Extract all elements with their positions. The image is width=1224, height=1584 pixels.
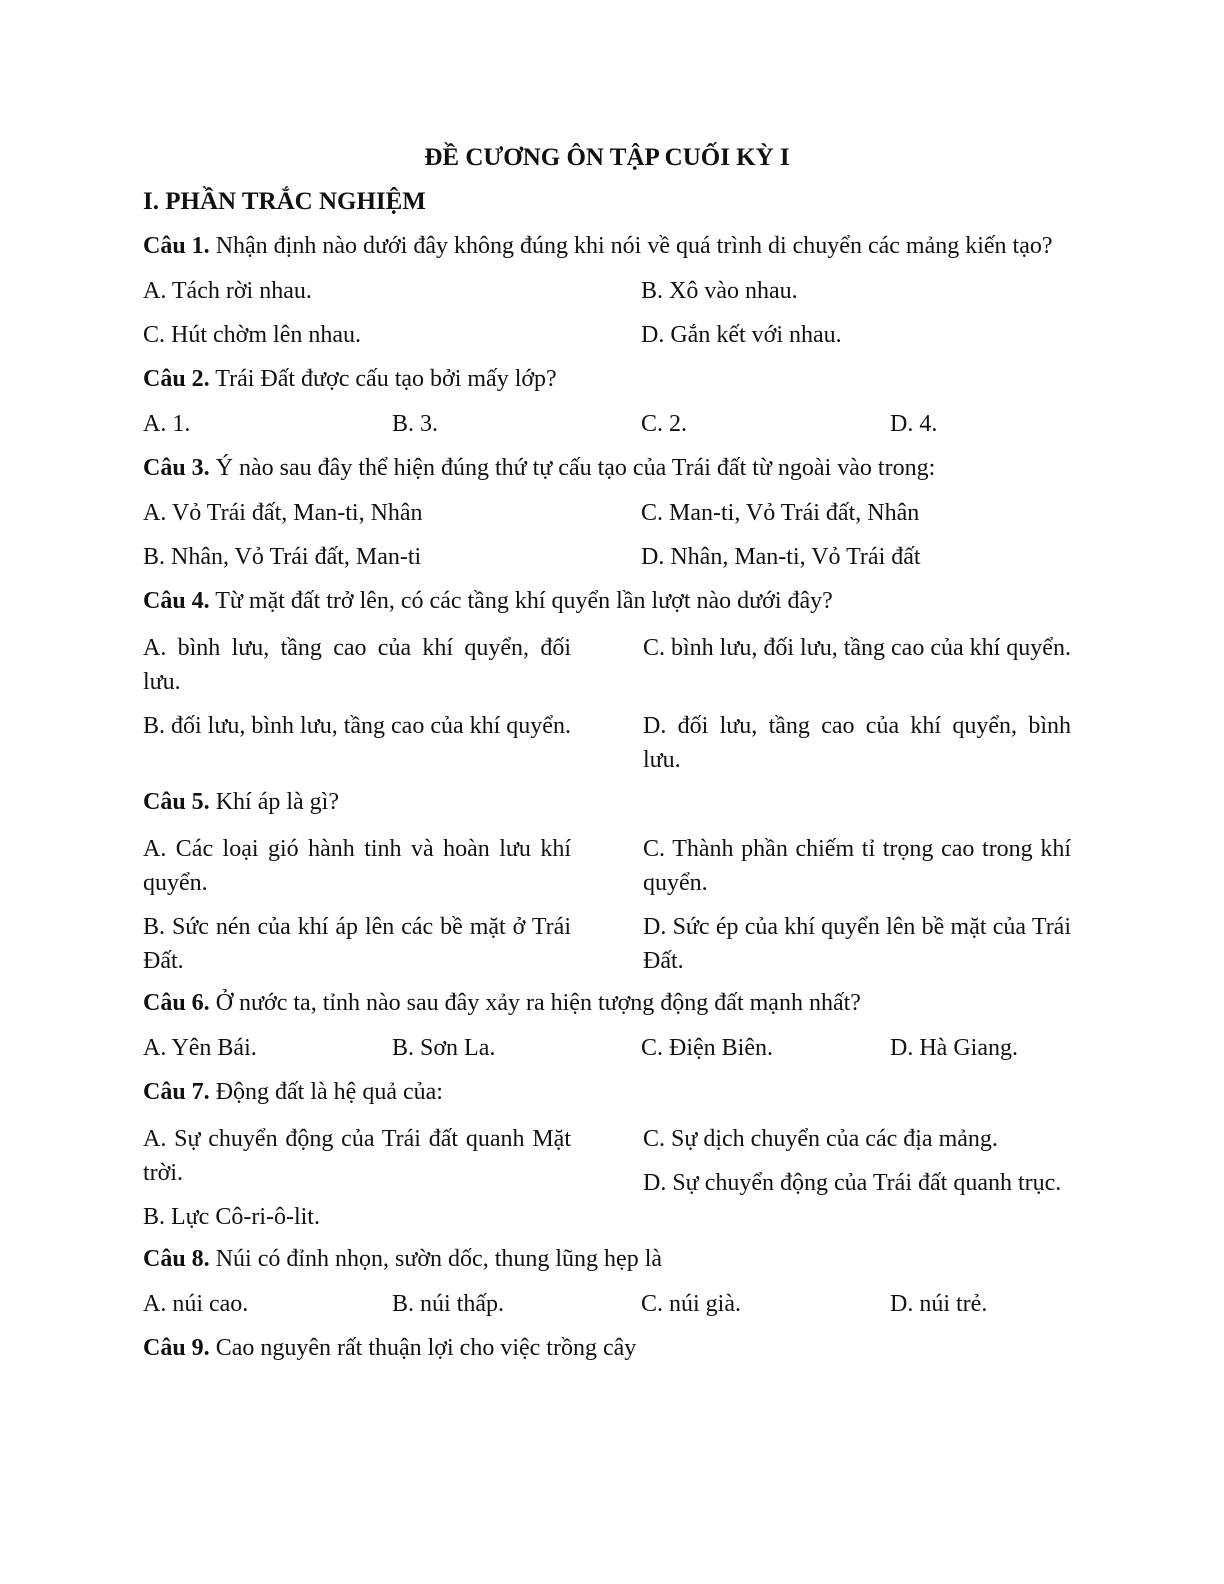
options-q6 bbox=[143, 1026, 1071, 1070]
option-a: A. núi cao. bbox=[143, 1291, 249, 1317]
question-9 bbox=[143, 1326, 1071, 1371]
question-text: Ở nước ta, tỉnh nào sau đây xảy ra hiện tượng động đất mạnh nhất? bbox=[209, 990, 861, 1016]
options-q4 bbox=[143, 624, 1071, 780]
option-d: D. Nhân, Man-ti, Vỏ Trái đất bbox=[641, 544, 921, 570]
option-a: A. Các loại gió hành tinh và hoàn lưu khí quyển. bbox=[143, 836, 571, 896]
option-b: B. đối lưu, bình lưu, tầng cao của khí quyển. bbox=[143, 713, 571, 739]
option-c: C. núi già. bbox=[641, 1291, 741, 1317]
option-d: D. Sự chuyển động của Trái đất quanh trục. bbox=[643, 1170, 1062, 1196]
option-c: C. Điện Biên. bbox=[641, 1035, 773, 1061]
option-d: D. Hà Giang. bbox=[890, 1035, 1018, 1061]
question-text: Núi có đỉnh nhọn, sườn dốc, thung lũng hẹp là bbox=[209, 1246, 663, 1272]
option-a: A. Yên Bái. bbox=[143, 1035, 257, 1061]
question-text: Cao nguyên rất thuận lợi cho việc trồng cây bbox=[209, 1335, 637, 1361]
option-b: B. núi thấp. bbox=[392, 1291, 504, 1317]
question-3 bbox=[143, 446, 1071, 491]
question-label: Câu 9. bbox=[143, 1335, 210, 1361]
options-q1 bbox=[143, 269, 1071, 357]
question-label: Câu 8. bbox=[143, 1246, 210, 1272]
question-text: Nhận định nào dưới đây không đúng khi nói về quá trình di chuyển các mảng kiến tạo? bbox=[209, 233, 1053, 259]
question-1 bbox=[143, 224, 1071, 269]
option-d: D. đối lưu, tầng cao của khí quyển, bình lưu. bbox=[643, 713, 1071, 773]
question-4 bbox=[143, 579, 1071, 624]
document-title: ĐỀ CƯƠNG ÔN TẬP CUỐI KỲ I bbox=[424, 144, 790, 171]
option-b: B. Sơn La. bbox=[392, 1035, 496, 1061]
option-c: C. Thành phần chiếm tỉ trọng cao trong khí quyển. bbox=[643, 836, 1071, 896]
question-6 bbox=[143, 981, 1071, 1026]
option-d: D. 4. bbox=[890, 411, 938, 437]
option-a: A. bình lưu, tầng cao của khí quyển, đối lưu. bbox=[143, 635, 571, 695]
option-d: D. Sức ép của khí quyển lên bề mặt của Trái Đất. bbox=[643, 914, 1071, 974]
option-a: A. Sự chuyển động của Trái đất quanh Mặt trời. bbox=[143, 1126, 571, 1186]
option-d: D. núi trẻ. bbox=[890, 1291, 988, 1317]
question-2 bbox=[143, 357, 1071, 402]
option-c: C. 2. bbox=[641, 411, 688, 437]
option-c: C. Man-ti, Vỏ Trái đất, Nhân bbox=[641, 500, 920, 526]
option-b: B. 3. bbox=[392, 411, 439, 437]
question-text: Từ mặt đất trở lên, có các tầng khí quyển lần lượt nào dưới đây? bbox=[209, 588, 833, 614]
options-right-column bbox=[643, 1115, 1071, 1237]
options-q7 bbox=[143, 1115, 1071, 1237]
question-7 bbox=[143, 1070, 1071, 1115]
question-text: Ý nào sau đây thể hiện đúng thứ tự cấu tạo của Trái đất từ ngoài vào trong: bbox=[209, 455, 936, 481]
document-page bbox=[143, 142, 1071, 1371]
options-q8 bbox=[143, 1282, 1071, 1326]
question-label: Câu 2. bbox=[143, 366, 210, 392]
option-a: A. Vỏ Trái đất, Man-ti, Nhân bbox=[143, 500, 423, 526]
question-8 bbox=[143, 1237, 1071, 1282]
option-d: D. Gắn kết với nhau. bbox=[641, 322, 842, 348]
question-label: Câu 6. bbox=[143, 990, 210, 1016]
question-label: Câu 7. bbox=[143, 1079, 210, 1105]
question-text: Động đất là hệ quả của: bbox=[209, 1079, 443, 1105]
option-c: C. Sự dịch chuyển của các địa mảng. bbox=[643, 1126, 998, 1152]
option-b: B. Nhân, Vỏ Trái đất, Man-ti bbox=[143, 544, 422, 570]
options-left-column bbox=[143, 1115, 571, 1237]
options-q2 bbox=[143, 402, 1071, 446]
question-5 bbox=[143, 780, 1071, 825]
question-text: Trái Đất được cấu tạo bởi mấy lớp? bbox=[209, 366, 557, 392]
question-label: Câu 4. bbox=[143, 588, 210, 614]
question-label: Câu 1. bbox=[143, 233, 210, 259]
question-label: Câu 5. bbox=[143, 789, 210, 815]
options-q3 bbox=[143, 491, 1071, 579]
section-heading: I. PHẦN TRẮC NGHIỆM bbox=[143, 188, 426, 215]
options-q5 bbox=[143, 825, 1071, 981]
option-b: B. Xô vào nhau. bbox=[641, 278, 798, 304]
question-text: Khí áp là gì? bbox=[209, 789, 339, 815]
option-b: B. Sức nén của khí áp lên các bề mặt ở Trái Đất. bbox=[143, 914, 571, 974]
question-label: Câu 3. bbox=[143, 455, 210, 481]
option-a: A. Tách rời nhau. bbox=[143, 278, 312, 304]
option-c: C. Hút chờm lên nhau. bbox=[143, 322, 361, 348]
option-b: B. Lực Cô-ri-ô-lit. bbox=[143, 1204, 320, 1230]
option-a: A. 1. bbox=[143, 411, 191, 437]
option-c: C. bình lưu, đối lưu, tầng cao của khí quyển. bbox=[643, 635, 1071, 661]
